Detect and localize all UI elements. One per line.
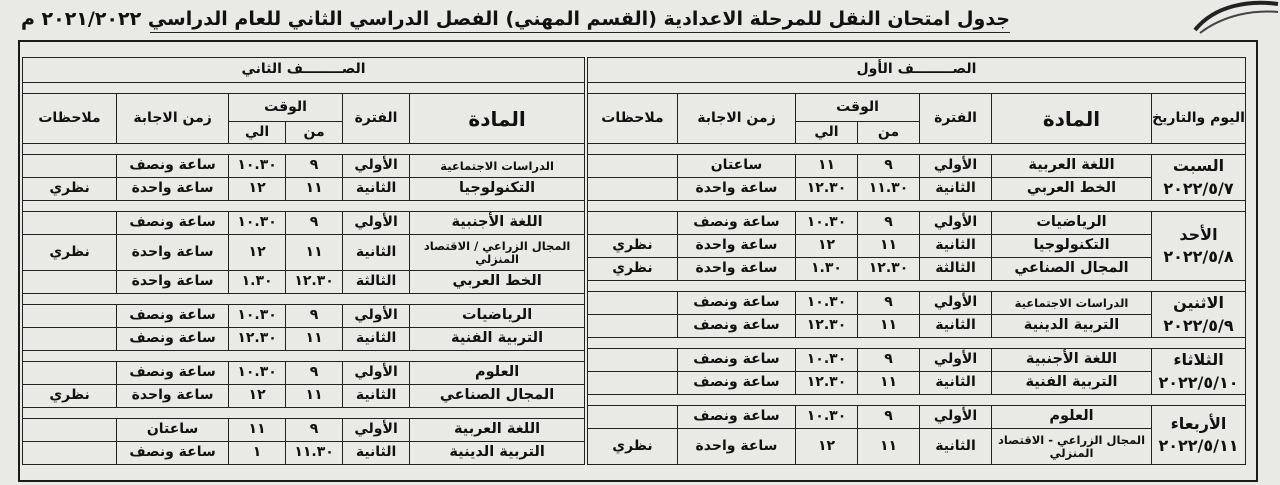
duration-cell: ساعة واحدة xyxy=(678,178,796,201)
spacer xyxy=(587,338,1245,349)
duration-cell: ساعة واحدة xyxy=(678,235,796,258)
duration-cell: ساعة ونصف xyxy=(678,349,796,372)
notes-cell: نظري xyxy=(23,235,117,271)
notes-cell xyxy=(587,178,677,201)
duration-cell: ساعتان xyxy=(117,419,229,442)
time-from-cell: ١١ xyxy=(286,235,343,271)
header-notes: ملاحظات xyxy=(23,94,117,144)
table-row xyxy=(587,372,1245,395)
time-from-cell: ٩ xyxy=(858,155,920,178)
notes-cell xyxy=(587,315,677,338)
table-row xyxy=(23,271,585,294)
notes-cell xyxy=(23,419,117,442)
subject-cell: الخط العربي xyxy=(410,271,585,294)
spacer xyxy=(23,201,585,212)
day-date-cell xyxy=(1152,212,1246,281)
time-from-cell: ١١ xyxy=(858,235,920,258)
notes-cell xyxy=(23,155,117,178)
time-from-cell: ٩ xyxy=(858,292,920,315)
spacer xyxy=(587,201,1245,212)
notes-cell: نظري xyxy=(23,385,117,408)
time-to-cell: ١١ xyxy=(229,419,286,442)
table-row xyxy=(587,349,1245,372)
duration-cell: ساعة ونصف xyxy=(678,212,796,235)
time-to-cell: ١.٣٠ xyxy=(229,271,286,294)
spacer xyxy=(587,281,1245,292)
time-from-cell: ١١ xyxy=(286,328,343,351)
time-from-cell: ١٢.٣٠ xyxy=(858,258,920,281)
subject-cell: اللغة العربية xyxy=(410,419,585,442)
period-cell: الأولي xyxy=(343,419,410,442)
period-cell: الأولي xyxy=(920,349,992,372)
subject-cell: التكنولوجيا xyxy=(992,235,1152,258)
day-date-cell xyxy=(1152,155,1246,201)
spacer xyxy=(587,144,1245,155)
time-from-cell: ٩ xyxy=(858,212,920,235)
table-row xyxy=(23,328,585,351)
header-time: الوقت xyxy=(796,94,920,122)
spacer xyxy=(23,83,585,94)
time-to-cell: ١٢ xyxy=(796,235,858,258)
period-cell: الأولي xyxy=(920,406,992,429)
notes-cell xyxy=(23,362,117,385)
time-to-cell: ١٢ xyxy=(229,178,286,201)
header-from: من xyxy=(858,122,920,144)
table-row xyxy=(587,406,1245,429)
duration-cell: ساعة ونصف xyxy=(678,292,796,315)
duration-cell: ساعة ونصف xyxy=(678,406,796,429)
subject-cell: العلوم xyxy=(410,362,585,385)
time-to-cell: ١٠.٣٠ xyxy=(796,406,858,429)
period-cell: الثانية xyxy=(920,178,992,201)
notes-cell: نظري xyxy=(587,258,677,281)
duration-cell: ساعة واحدة xyxy=(117,178,229,201)
subject-cell: الخط العربي xyxy=(992,178,1152,201)
notes-cell xyxy=(587,292,677,315)
duration-cell: ساعة ونصف xyxy=(117,328,229,351)
subject-cell: اللغة الأجنبية xyxy=(992,349,1152,372)
notes-cell xyxy=(587,372,677,395)
spacer xyxy=(23,408,585,419)
table-row xyxy=(23,362,585,385)
time-to-cell: ١٠.٣٠ xyxy=(229,305,286,328)
table-row xyxy=(23,442,585,465)
table-row xyxy=(23,155,585,178)
header-subject: المادة xyxy=(992,94,1152,144)
table-row xyxy=(587,429,1245,465)
duration-cell: ساعة ونصف xyxy=(117,212,229,235)
duration-cell: ساعتان xyxy=(678,155,796,178)
spacer xyxy=(23,351,585,362)
duration-cell: ساعة ونصف xyxy=(117,362,229,385)
time-to-cell: ١٢.٣٠ xyxy=(229,328,286,351)
day-date-cell xyxy=(1152,349,1246,395)
spacer xyxy=(23,144,585,155)
day-name: الأربعاء xyxy=(1170,413,1227,433)
time-to-cell: ١٢ xyxy=(796,429,858,465)
header-from: من xyxy=(286,122,343,144)
table-row xyxy=(587,292,1245,315)
time-to-cell: ١.٣٠ xyxy=(796,258,858,281)
duration-cell: ساعة ونصف xyxy=(117,442,229,465)
table-row xyxy=(23,385,585,408)
subject-cell: العلوم xyxy=(992,406,1152,429)
logo xyxy=(1100,0,1280,34)
period-cell: الثانية xyxy=(343,328,410,351)
time-to-cell: ١٠.٣٠ xyxy=(796,292,858,315)
notes-cell: نظري xyxy=(23,178,117,201)
header-period: الفترة xyxy=(343,94,410,144)
header-notes: ملاحظات xyxy=(587,94,677,144)
subject-cell: اللغة الأجنبية xyxy=(410,212,585,235)
second-grade-table xyxy=(22,57,585,465)
period-cell: الثانية xyxy=(920,315,992,338)
notes-cell xyxy=(23,328,117,351)
subject-cell: المجال الزراعي / الاقتصاد المنزلي xyxy=(410,235,585,271)
section-title-row xyxy=(587,58,1245,83)
day-name: الاثنين xyxy=(1173,293,1224,313)
notes-cell: نظري xyxy=(587,235,677,258)
time-to-cell: ١٠.٣٠ xyxy=(229,362,286,385)
duration-cell: ساعة واحدة xyxy=(117,271,229,294)
exam-date: ٢٠٢٢/٥/١٠ xyxy=(1158,372,1239,392)
subject-cell: الدراسات الاجتماعية xyxy=(992,292,1152,315)
header-period: الفترة xyxy=(920,94,992,144)
subject-cell: التربية الفنية xyxy=(410,328,585,351)
table-row xyxy=(587,315,1245,338)
time-from-cell: ١٢.٣٠ xyxy=(286,271,343,294)
table-row xyxy=(587,178,1245,201)
time-to-cell: ١٠.٣٠ xyxy=(229,212,286,235)
period-cell: الثانية xyxy=(343,178,410,201)
table-row xyxy=(587,212,1245,235)
page-title: جدول امتحان النقل للمرحلة الاعدادية (القسم المهني) الفصل الدراسي الثاني للعام الدراسي ٢٠٢١/٢٠٢٢ م xyxy=(150,8,1010,33)
subject-cell: اللغة العربية xyxy=(992,155,1152,178)
header-day: اليوم والتاريخ xyxy=(1152,94,1246,144)
table-row xyxy=(587,235,1245,258)
time-to-cell: ١٠.٣٠ xyxy=(796,349,858,372)
subject-cell: الرياضيات xyxy=(410,305,585,328)
period-cell: الثانية xyxy=(920,235,992,258)
time-from-cell: ١١ xyxy=(858,372,920,395)
subject-cell: التكنولوجيا xyxy=(410,178,585,201)
duration-cell: ساعة واحدة xyxy=(117,235,229,271)
table-row xyxy=(23,235,585,271)
exam-date: ٢٠٢٢/٥/٨ xyxy=(1163,247,1234,266)
table-row xyxy=(587,155,1245,178)
day-name: الثلاثاء xyxy=(1173,350,1224,370)
notes-cell xyxy=(587,349,677,372)
table-row xyxy=(23,212,585,235)
duration-cell: ساعة واحدة xyxy=(117,385,229,408)
duration-cell: ساعة ونصف xyxy=(678,315,796,338)
time-from-cell: ٩ xyxy=(286,305,343,328)
time-from-cell: ١١ xyxy=(286,385,343,408)
subject-cell: المجال الزراعي - الاقتصاد المنزلي xyxy=(992,429,1152,465)
exam-date: ٢٠٢٢/٥/٩ xyxy=(1163,315,1234,335)
spacer xyxy=(23,294,585,305)
time-from-cell: ٩ xyxy=(286,419,343,442)
subject-cell: التربية الدينية xyxy=(410,442,585,465)
time-from-cell: ٩ xyxy=(858,349,920,372)
notes-cell xyxy=(587,155,677,178)
subject-cell: الرياضيات xyxy=(992,212,1152,235)
duration-cell: ساعة واحدة xyxy=(678,258,796,281)
period-cell: الثانية xyxy=(920,429,992,465)
time-from-cell: ٩ xyxy=(286,155,343,178)
notes-cell xyxy=(23,212,117,235)
header-duration: زمن الاجابة xyxy=(117,94,229,144)
time-from-cell: ٩ xyxy=(286,362,343,385)
duration-cell: ساعة ونصف xyxy=(678,372,796,395)
time-from-cell: ١١ xyxy=(286,178,343,201)
header-to: الي xyxy=(229,122,286,144)
period-cell: الأولي xyxy=(343,212,410,235)
time-from-cell: ١١.٣٠ xyxy=(858,178,920,201)
exam-date: ٢٠٢٢/٥/٧ xyxy=(1163,178,1234,198)
period-cell: الثالثة xyxy=(343,271,410,294)
duration-cell: ساعة واحدة xyxy=(678,429,796,465)
header-subject: المادة xyxy=(410,94,585,144)
period-cell: الأولي xyxy=(920,292,992,315)
header-to: الي xyxy=(796,122,858,144)
time-from-cell: ١١ xyxy=(858,429,920,465)
time-to-cell: ١٠.٣٠ xyxy=(229,155,286,178)
table-row xyxy=(23,419,585,442)
spacer xyxy=(587,83,1245,94)
subject-cell: التربية الدينية xyxy=(992,315,1152,338)
exam-date: ٢٠٢٢/٥/١١ xyxy=(1158,436,1239,455)
day-date-cell xyxy=(1152,406,1246,465)
section-title: الصــــــــف الأول xyxy=(587,58,1245,83)
subject-cell: الدراسات الاجتماعية xyxy=(410,155,585,178)
notes-cell: نظري xyxy=(587,429,677,465)
period-cell: الأولي xyxy=(343,362,410,385)
time-to-cell: ١ xyxy=(229,442,286,465)
day-name: السبت xyxy=(1172,156,1225,176)
time-to-cell: ١٢ xyxy=(229,235,286,271)
duration-cell: ساعة ونصف xyxy=(117,155,229,178)
time-to-cell: ١٢ xyxy=(229,385,286,408)
spacer xyxy=(587,395,1245,406)
time-to-cell: ١٢.٣٠ xyxy=(796,178,858,201)
table-row xyxy=(23,178,585,201)
subject-cell: المجال الصناعي xyxy=(992,258,1152,281)
time-from-cell: ٩ xyxy=(286,212,343,235)
header-duration: زمن الاجابة xyxy=(678,94,796,144)
period-cell: الثانية xyxy=(343,385,410,408)
notes-cell xyxy=(23,442,117,465)
period-cell: الثانية xyxy=(920,372,992,395)
period-cell: الأولي xyxy=(920,155,992,178)
header-time: الوقت xyxy=(229,94,343,122)
period-cell: الثانية xyxy=(343,442,410,465)
table-row xyxy=(23,305,585,328)
notes-cell xyxy=(23,305,117,328)
table-row xyxy=(587,258,1245,281)
duration-cell: ساعة ونصف xyxy=(117,305,229,328)
period-cell: الأولي xyxy=(343,155,410,178)
time-to-cell: ١٠.٣٠ xyxy=(796,212,858,235)
day-date-cell xyxy=(1152,292,1246,338)
notes-cell xyxy=(23,271,117,294)
time-to-cell: ١١ xyxy=(796,155,858,178)
period-cell: الأولي xyxy=(920,212,992,235)
period-cell: الأولي xyxy=(343,305,410,328)
time-to-cell: ١٢.٣٠ xyxy=(796,315,858,338)
subject-cell: التربية الفنية xyxy=(992,372,1152,395)
time-from-cell: ١١ xyxy=(858,315,920,338)
time-from-cell: ٩ xyxy=(858,406,920,429)
period-cell: الثانية xyxy=(343,235,410,271)
notes-cell xyxy=(587,212,677,235)
day-name: الأحد xyxy=(1179,224,1218,244)
notes-cell xyxy=(587,406,677,429)
first-grade-table xyxy=(587,57,1246,465)
section-title: الصــــــــف الثاني xyxy=(23,58,585,83)
time-to-cell: ١٢.٣٠ xyxy=(796,372,858,395)
period-cell: الثالثة xyxy=(920,258,992,281)
subject-cell: المجال الصناعي xyxy=(410,385,585,408)
time-from-cell: ١١.٣٠ xyxy=(286,442,343,465)
section-title-row xyxy=(23,58,585,83)
